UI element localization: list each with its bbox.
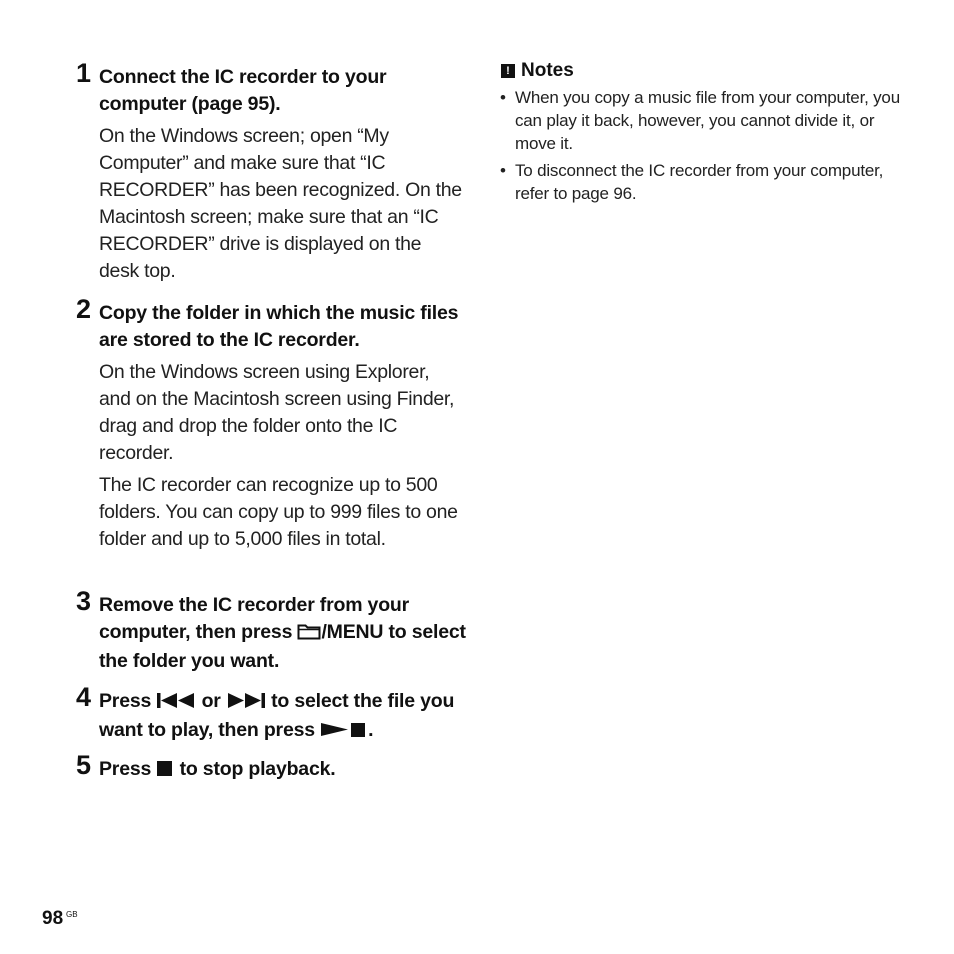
note-item: • To disconnect the IC recorder from your computer, refer to page 96. — [500, 159, 900, 205]
step-4 — [76, 682, 466, 746]
step-number: 4 — [76, 682, 92, 712]
step-number: 1 — [76, 58, 92, 88]
page-number: 98 — [42, 908, 64, 929]
step-5 — [76, 750, 466, 785]
step-title-text: to select the file you want to play, then press — [99, 690, 455, 741]
step-title — [99, 592, 466, 675]
step-title — [99, 688, 466, 746]
step-paragraph: The IC recorder can recognize up to 500 folders. You can copy up to 999 files to one folder and up to 5,000 files in total. — [99, 474, 458, 550]
step-1 — [76, 58, 466, 285]
step-title-text: . — [368, 719, 374, 741]
notes-section — [500, 58, 900, 209]
step-title-text: or — [196, 690, 226, 712]
step-number: 5 — [76, 750, 92, 780]
step-title-text: /MENU to select the folder you want. — [99, 621, 466, 672]
step-title-text: Press — [99, 690, 157, 712]
step-title: Copy the folder in which the music files are stored to the IC recorder. — [99, 302, 459, 351]
folder-icon — [297, 621, 321, 648]
step-paragraph: On the Windows screen using Explorer, and on the Macintosh screen using Finder, drag and drop the folder onto the IC recorder. — [99, 361, 455, 464]
notes-list — [500, 86, 900, 205]
page-region: GB — [66, 910, 78, 919]
stop-icon — [156, 758, 174, 785]
step-title-text: Remove the IC recorder from your computer, then press — [99, 594, 410, 643]
step-title — [99, 756, 466, 785]
notes-heading-text: Notes — [521, 60, 574, 81]
step-title: Connect the IC recorder to your computer (page 95). — [99, 66, 387, 115]
step-paragraph: On the Windows screen; open “My Computer” and make sure that “IC RECORDER” has been recognized. On the Macintosh screen; make sure that an “IC RECORDER” drive is displayed on the desk top. — [99, 125, 462, 282]
note-item: • When you copy a music file from your computer, you can play it back, however, you cannot divide it, or move it. — [500, 86, 900, 155]
note-icon: ! — [501, 64, 515, 78]
play-stop-icon — [320, 719, 368, 746]
step-3 — [76, 586, 466, 675]
skip-next-icon — [226, 690, 266, 717]
step-title-text: Press — [99, 758, 157, 780]
step-title-text: to stop playback. — [174, 758, 336, 780]
step-2 — [76, 294, 466, 553]
step-number: 3 — [76, 586, 92, 616]
step-number: 2 — [76, 294, 92, 324]
notes-heading — [500, 58, 900, 84]
skip-previous-icon — [156, 690, 196, 717]
